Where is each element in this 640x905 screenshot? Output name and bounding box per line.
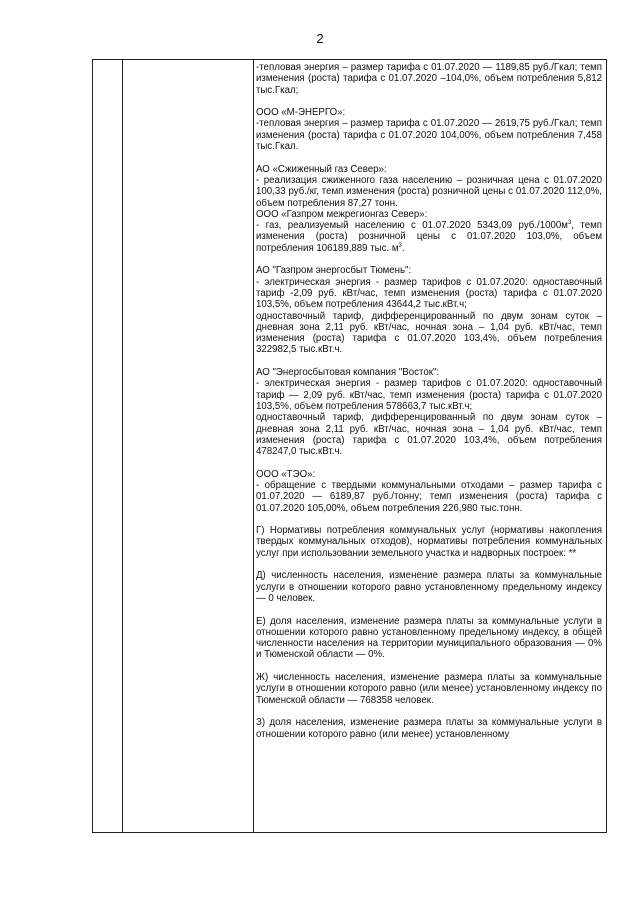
paragraph-e-share — [256, 616, 602, 661]
text-line: - электрическая энергия - размер тарифов с 01.07.2020: одноставочный тариф — 2,09 руб. кВт/час, темп изменения (роста) тарифа с 01.07.2020 103,5%, объем потребления 578663,7 тыс.кВт.ч; — [256, 378, 602, 412]
paragraph-z-share — [256, 717, 602, 740]
text-line: - обращение с твердыми коммунальными отходами – размер тарифа с 01.07.2020 — 6189,87 руб./тонну; темп изменения (роста) тарифа с 01.07.2020 105,00%, объем потребления 226,980 тыс.тонн. — [256, 479, 602, 514]
gas-price-line — [256, 220, 602, 254]
paragraph-gazprom-energosbyt — [256, 265, 602, 355]
text-line: одноставочный тариф, дифференцированный по двум зонам суток – дневная зона 2,11 руб. кВт/час, ночная зона – 1,04 руб. кВт/час, темп изменения (роста) тарифа с 01.07.2020 103,4%, объем потребления 478247,0 тыс.кВт.ч. — [256, 412, 602, 458]
text-line: Г) Нормативы потребления коммунальных услуг (нормативы накопления твердых коммунальных отходов), нормативы потребления коммунальных услуг при использовании земельного участка и надворных построек: ** — [256, 525, 602, 559]
text-line: АО "Энергосбытовая компания "Восток": — [256, 367, 440, 379]
paragraph-zh-population — [256, 672, 602, 706]
text-fragment: , темп изменения (роста) розничной цены с 01.07.2020 103,0%, объем потребления 106189,889 тыс. м — [256, 220, 602, 254]
paragraph-teo — [256, 469, 602, 514]
text-line: ООО «М-ЭНЕРГО»: — [256, 107, 346, 119]
text-line: Е) доля населения, изменение размера платы за коммунальные услуги в отношении которого равно установленному предельному индексу, в общей численности населения на территории муниципального образования — 0% и Тюменской области — 0%. — [256, 615, 602, 661]
paragraph-m-energo — [256, 107, 602, 152]
superscript: 3 — [398, 242, 402, 249]
text-line: АО «Сжиженный газ Север»: — [256, 163, 387, 175]
text-line: - электрическая энергия - размер тарифов с 01.07.2020: одноставочный тариф -2,09 руб. кВт/час, темп изменения (роста) тарифа с 01.07.2020 103,5%, объем потребления 43644,2 тыс.кВт.ч; — [256, 276, 602, 311]
text-line: -тепловая энергия – размер тарифа с 01.07.2020 — 1189,85 руб./Гкал; темп изменения (роста) тарифа с 01.07.2020 –104,0%, объем потребления 5,812 тыс.Гкал; — [256, 62, 602, 96]
superscript: 3 — [567, 219, 572, 226]
text-line: АО "Газпром энергосбыт Тюмень": — [256, 265, 412, 277]
text-line: одноставочный тариф, дифференцированный по двум зонам суток – дневная зона 2,11 руб. кВт/час, ночная зона – 1,04 руб. кВт/час, темп изменения (роста) тарифа с 01.07.2020 103,4%, объем потребления 322982,5 тыс.кВт.ч. — [256, 310, 602, 356]
paragraph-heat-tariff-1 — [256, 62, 602, 96]
text-line: Ж) численность населения, изменение размера платы за коммунальные услуги в отношении которого равно (или менее) установленному индексу по Тюменской области — 768358 человек. — [256, 672, 602, 706]
text-line: З) доля населения, изменение размера платы за коммунальные услуги в отношении которого равно (или менее) установленному — [256, 717, 602, 740]
text-line: - реализация сжиженного газа населению – розничная цена с 01.07.2020 100,33 руб./кг, темп изменения (роста) розничной цены с 01.07.2020 112,0%, объем потребления 87,27 тонн. — [256, 174, 602, 209]
paragraph-d-population — [256, 570, 602, 604]
text-fragment: . — [401, 242, 405, 254]
paragraph-gas — [256, 164, 602, 254]
text-line: ООО «ТЭО»: — [256, 468, 316, 480]
text-line: -тепловая энергия – размер тарифа с 01.07.2020 — 2619,75 руб./Гкал; темп изменения (роста) тарифа с 01.07.2020 104,00%, объем потребления 7,458 тыс.Гкал. — [256, 118, 602, 153]
column-divider-2 — [253, 60, 254, 832]
text-line: ООО «Газпром межрегионгаз Север»: — [256, 208, 428, 220]
column-divider-1 — [122, 60, 123, 832]
paragraph-vostok — [256, 367, 602, 457]
text-line: Д) численность населения, изменение размера платы за коммунальные услуги в отношении которого равно установленному предельному индексу — 0 человек. — [256, 570, 602, 604]
text-fragment: - газ, реализуемый населению с 01.07.2020 5343,09 руб./1000м — [256, 220, 568, 232]
paragraph-g-norms — [256, 525, 602, 559]
page-number: 2 — [316, 31, 324, 46]
document-table — [92, 59, 607, 833]
content-cell — [256, 62, 602, 740]
